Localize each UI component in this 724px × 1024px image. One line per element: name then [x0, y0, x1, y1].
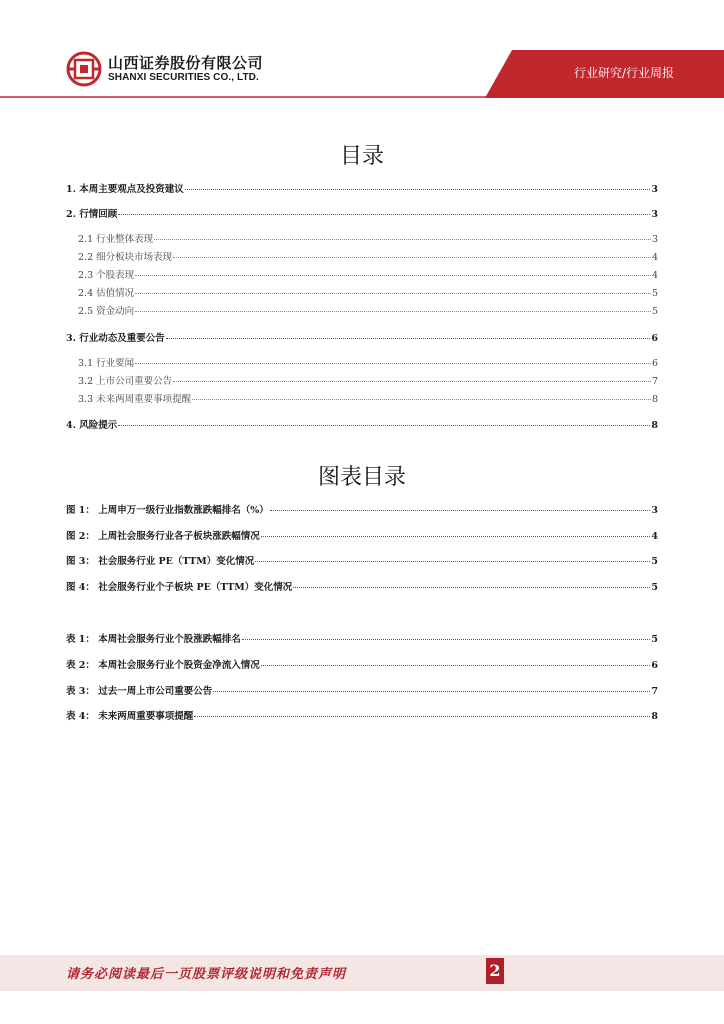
- dot-leader: [135, 275, 651, 276]
- table-entry[interactable]: [66, 631, 658, 645]
- toc-entry[interactable]: [78, 391, 658, 405]
- toc-entry-page: 4: [651, 270, 658, 281]
- figure-entry-page: 5: [651, 582, 658, 593]
- dot-leader: [255, 561, 650, 562]
- company-logo-icon: [66, 51, 102, 87]
- toc-entry-page: 5: [651, 306, 658, 317]
- figure-entry-label: 图 2： 上周社会服务行业各子板块涨跌幅情况: [66, 531, 260, 542]
- toc-entry-label: 3.3 未来两周重要事项提醒: [78, 394, 192, 405]
- toc-entry[interactable]: [66, 417, 658, 431]
- dot-leader: [118, 425, 650, 426]
- dot-leader: [118, 214, 650, 215]
- toc-entry-page: 7: [651, 376, 658, 387]
- toc-entry-label: 4. 风险提示: [66, 420, 118, 431]
- table-entry-label: 表 2： 本周社会服务行业个股资金净流入情况: [66, 660, 260, 671]
- toc-entry-page: 6: [651, 358, 658, 369]
- figure-entry-page: 4: [651, 531, 658, 542]
- figure-entry-label: 图 4： 社会服务行业个子板块 PE（TTM）变化情况: [66, 582, 293, 593]
- company-name-cn: 山西证券股份有限公司: [108, 54, 264, 72]
- figure-entry-label: 图 1： 上周申万一级行业指数涨跌幅排名（%）: [66, 505, 269, 516]
- toc-entry-label: 2.3 个股表现: [78, 270, 135, 281]
- figure-toc-title: 图表目录: [317, 465, 406, 490]
- page-number: 2: [486, 958, 504, 984]
- toc-entry[interactable]: [78, 285, 658, 299]
- dot-leader: [194, 716, 650, 717]
- dot-leader: [166, 338, 651, 339]
- toc-entry[interactable]: [78, 267, 658, 281]
- toc-entry-page: 5: [651, 288, 658, 299]
- toc-entry-page: 3: [651, 234, 658, 245]
- dot-leader: [135, 363, 651, 364]
- toc-entry-label: 2.4 估值情况: [78, 288, 135, 299]
- dot-leader: [270, 510, 651, 511]
- table-entry[interactable]: [66, 683, 658, 697]
- dot-leader: [192, 399, 651, 400]
- figure-entry-page: 5: [651, 556, 658, 567]
- dot-leader: [173, 257, 651, 258]
- toc-entry[interactable]: [78, 231, 658, 245]
- toc-entry-page: 8: [651, 394, 658, 405]
- toc-entry-label: 3. 行业动态及重要公告: [66, 333, 165, 344]
- toc-entry-label: 3.2 上市公司重要公告: [78, 376, 173, 387]
- toc-entry-page: 3: [651, 184, 658, 195]
- figure-entry-page: 3: [651, 505, 658, 516]
- table-entry[interactable]: [66, 657, 658, 671]
- toc-entry[interactable]: [78, 249, 658, 263]
- toc-entry-label: 3.1 行业要闻: [78, 358, 135, 369]
- toc-entry-page: 6: [651, 333, 658, 344]
- table-entry-page: 8: [651, 711, 658, 722]
- figure-entry-label: 图 3： 社会服务行业 PE（TTM）变化情况: [66, 556, 255, 567]
- dot-leader: [213, 691, 650, 692]
- dot-leader: [135, 311, 651, 312]
- figure-entry[interactable]: [66, 528, 658, 542]
- table-entry-page: 6: [651, 660, 658, 671]
- table-entry-label: 表 1： 本周社会服务行业个股涨跌幅排名: [66, 634, 241, 645]
- toc-entry-label: 2.5 资金动向: [78, 306, 135, 317]
- figure-entry[interactable]: [66, 553, 658, 567]
- toc-entry-label: 1. 本周主要观点及投资建议: [66, 184, 184, 195]
- toc-entry-label: 2. 行情回顾: [66, 209, 118, 220]
- figure-entry[interactable]: [66, 502, 658, 516]
- table-entry-label: 表 4： 未来两周重要事项提醒: [66, 711, 194, 722]
- toc-title: 目录: [339, 144, 384, 169]
- dot-leader: [242, 639, 651, 640]
- toc-entry[interactable]: [66, 206, 658, 220]
- dot-leader: [293, 587, 650, 588]
- toc-entry-label: 2.1 行业整体表现: [78, 234, 154, 245]
- toc-entry[interactable]: [66, 181, 658, 195]
- toc-entry-page: 4: [651, 252, 658, 263]
- dot-leader: [154, 239, 651, 240]
- toc-entry-page: 8: [651, 420, 658, 431]
- toc-entry-label: 2.2 细分板块市场表现: [78, 252, 173, 263]
- report-category: 行业研究/行业周报: [573, 66, 674, 80]
- table-entry-label: 表 3： 过去一周上市公司重要公告: [66, 686, 213, 697]
- header-banner: [0, 0, 724, 98]
- table-entry-page: 5: [651, 634, 658, 645]
- toc-entry[interactable]: [66, 330, 658, 344]
- table-entry-page: 7: [651, 686, 658, 697]
- dot-leader: [185, 189, 651, 190]
- figure-entry[interactable]: [66, 579, 658, 593]
- toc-entry-page: 3: [651, 209, 658, 220]
- dot-leader: [261, 536, 651, 537]
- dot-leader: [135, 293, 651, 294]
- toc-entry[interactable]: [78, 373, 658, 387]
- page-header: [0, 0, 724, 98]
- table-entry[interactable]: [66, 708, 658, 722]
- toc-entry[interactable]: [78, 355, 658, 369]
- dot-leader: [261, 665, 651, 666]
- disclaimer-text: 请务必阅读最后一页股票评级说明和免责声明: [66, 967, 347, 982]
- dot-leader: [173, 381, 651, 382]
- company-name-en: SHANXI SECURITIES CO., LTD.: [108, 72, 259, 83]
- toc-entry[interactable]: [78, 303, 658, 317]
